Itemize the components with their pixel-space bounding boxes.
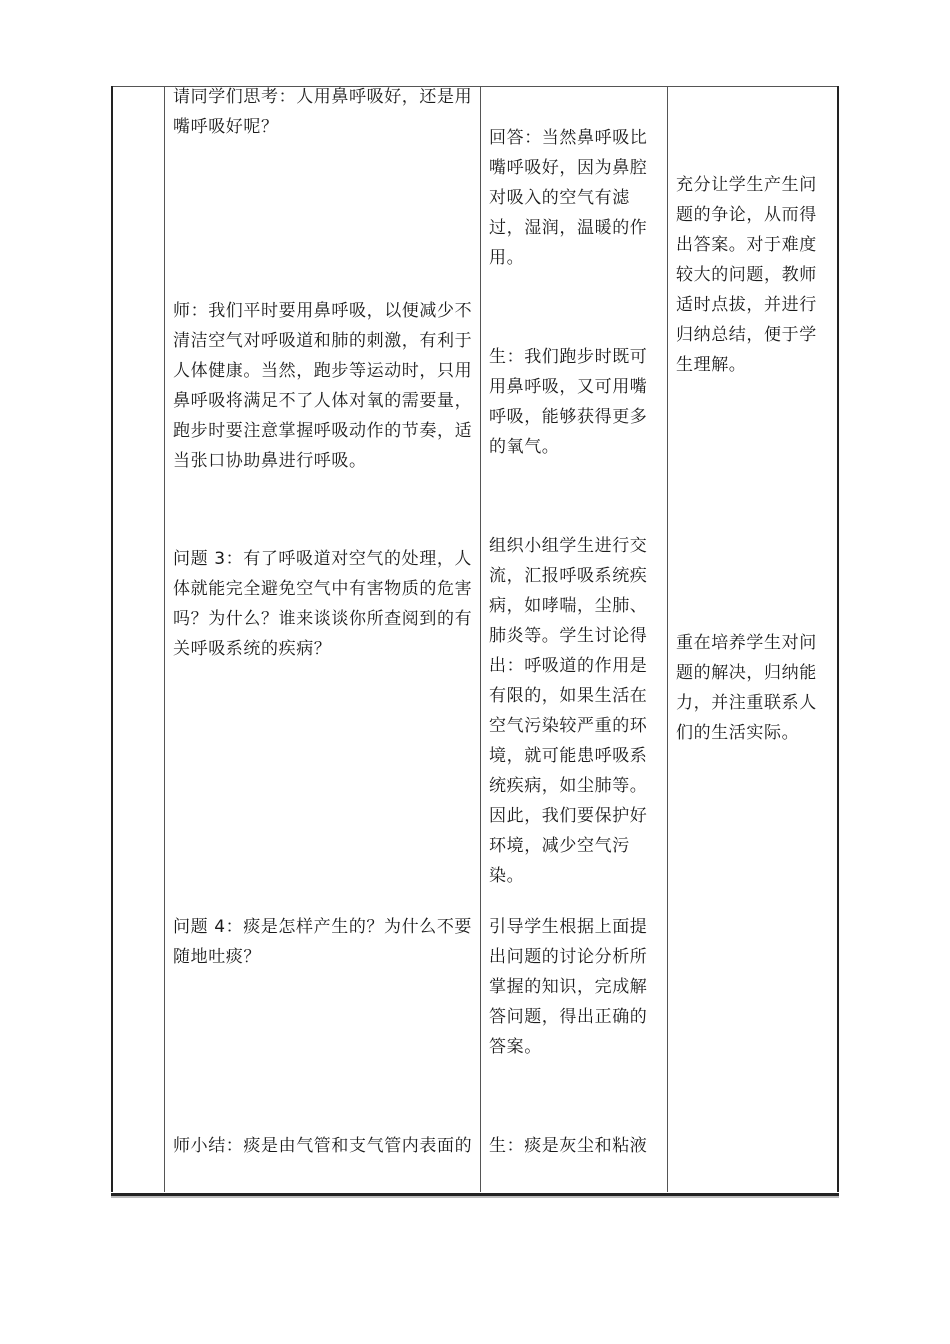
column-divider-1 <box>164 86 165 1192</box>
student-group-discussion: 组织小组学生进行交 流，汇报呼吸系统疾 病，如哮喘，尘肺、 肺炎等。学生讨论得 出：呼吸道的作用是 有限的，如果生活在 空气污染较严重的环 境，就可能患呼吸系 统疾病，如尘肺等。 因此，我们要保护好 环境，减少空气污 染。 <box>489 536 648 886</box>
column-divider-2 <box>480 86 481 1192</box>
teacher-question-4: 问题 4：痰是怎样产生的？为什么不要 随地吐痰？ <box>173 917 473 967</box>
teacher-question-3: 问题 3：有了呼吸道对空气的处理，人 体就能完全避免空气中有害物质的危害 吗？为什么？谁来谈谈你所查阅到的有 关呼吸系统的疾病？ <box>173 549 473 659</box>
student-guided-answer: 引导学生根据上面提 出问题的讨论分析所 掌握的知识，完成解 答问题，得出正确的 答案。 <box>489 917 648 1057</box>
table-border-right <box>837 86 839 1192</box>
student-answer-running: 生：我们跑步时既可 用鼻呼吸，又可用嘴 呼吸，能够获得更多 的氧气。 <box>489 347 648 457</box>
student-answer-phlegm: 生：痰是灰尘和粘液 <box>489 1136 648 1156</box>
design-intent-2: 重在培养学生对问 题的解决，归纳能 力，并注重联系人 们的生活实际。 <box>676 633 817 743</box>
teacher-prompt-nose-vs-mouth: 请同学们思考：人用鼻呼吸好，还是用 嘴呼吸好呢？ <box>173 87 473 137</box>
teacher-summary: 师小结：痰是由气管和支气管内表面的 <box>173 1136 473 1156</box>
table-border-left <box>111 86 113 1192</box>
teacher-explanation-breathing: 师：我们平时要用鼻呼吸，以便减少不 清洁空气对呼吸道和肺的刺激，有利于 人体健康。当然，跑步等运动时，只用 鼻呼吸将满足不了人体对氧的需要量， 跑步时要注意掌握呼吸动作的节奏，适 当张口协助鼻进行呼吸。 <box>173 301 473 471</box>
student-answer-nose-breathing: 回答：当然鼻呼吸比 嘴呼吸好，因为鼻腔 对吸入的空气有滤 过，湿润，温暖的作 用。 <box>489 128 648 268</box>
design-intent-1: 充分让学生产生问 题的争论，从而得 出答案。对于难度 较大的问题，教师 适时点拔，并进行 归纳总结，便于学 生理解。 <box>676 175 817 375</box>
column-divider-3 <box>667 86 668 1192</box>
